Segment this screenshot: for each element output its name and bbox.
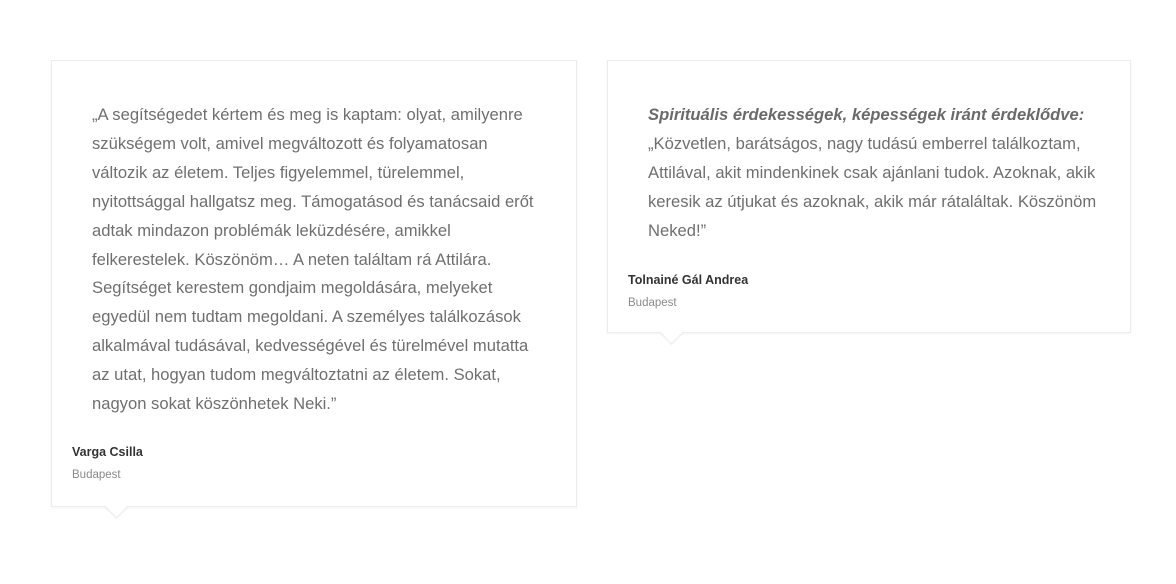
testimonial-card	[51, 60, 577, 507]
quote-body: „A segítségedet kértem és meg is kaptam: olyat, amilyenre szükségem volt, amivel megváltozott és folyamatosan változik az életem. Teljes figyelemmel, türelemmel, nyitottsággal hallgatsz meg. Támogatásod és tanácsaid erőt adtak mindazon problémák leküzdésére, amikkel felkerestelek. Köszönöm… A neten találtam rá Attilára. Segítséget kerestem gondjaim megoldására, melyeket egyedül nem tudtam megoldani. A személyes találkozások alkalmával tudásával, kedvességével és türelmével mutatta az utat, hogyan tudom megváltoztatni az életem. Sokat, nagyon sokat köszönhetek Neki.”	[92, 105, 534, 414]
testimonial-quote	[92, 101, 542, 419]
quote-body: „Közvetlen, barátságos, nagy tudású emberrel találkoztam, Attilával, akit mindenkinek csak ajánlani tudok. Azoknak, akik keresik az útjukat és azoknak, akik már rátaláltak. Köszönöm Neked!”	[648, 133, 1097, 240]
speech-pointer	[104, 494, 128, 518]
author-location: Budapest	[72, 469, 121, 481]
author-name: Varga Csilla	[72, 445, 143, 459]
speech-pointer	[659, 320, 683, 344]
testimonial-card	[607, 60, 1131, 333]
quote-heading: Spirituális érdekességek, képességek iránt érdeklődve:	[648, 105, 1085, 124]
author-name: Tolnainé Gál Andrea	[628, 273, 749, 287]
author-location: Budapest	[628, 297, 677, 309]
testimonial-quote	[648, 101, 1098, 246]
